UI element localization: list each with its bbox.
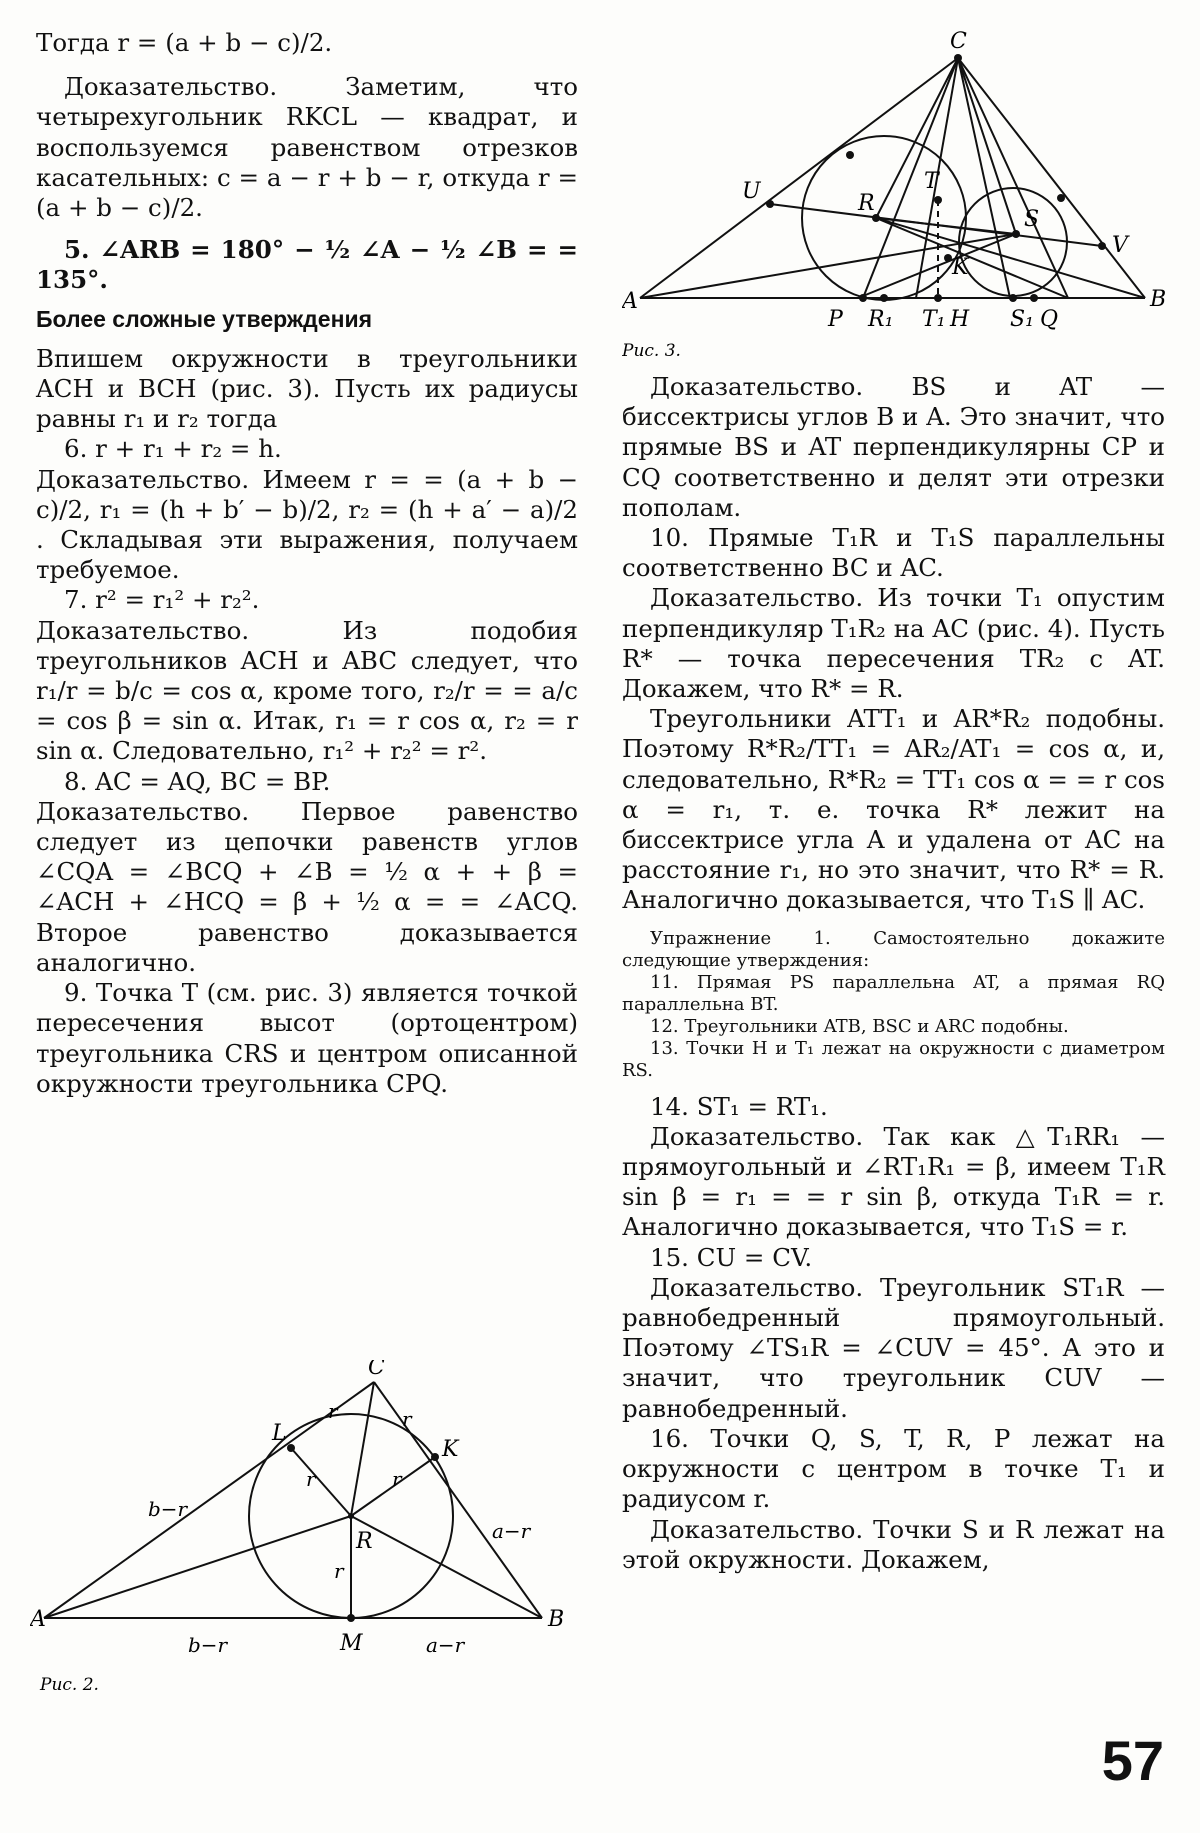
paragraph: Тогда r = (a + b − c)/2.	[36, 28, 333, 57]
fig2-label-r-rl: r	[306, 1467, 316, 1491]
fig2-label-b-minus-r-side: b−r	[148, 1497, 188, 1521]
page-number: 57	[1101, 1729, 1164, 1792]
fig2-label-r-rk: r	[392, 1467, 402, 1491]
paragraph: Доказательство. Имеем r = = (a + b − c)/2, r₁ = (h + b′ − b)/2, r₂ = (h + a′ − a)/2 . Складывая эти выражения, получаем требуемое.	[36, 464, 578, 585]
fig3-label-r: R	[858, 191, 875, 216]
paragraph: Доказательство. BS и AT — биссектрисы углов B и A. Это значит, что прямые BS и AT перпендикулярны CP и CQ соответственно и делят эти отрезки пополам.	[622, 372, 1165, 522]
paragraph: Доказательство. Заметим, что четырехугольник RKCL — квадрат, и воспользуемся равенством отрезков касательных: c = a − r + b − r, откуда r = (a + b − c)/2.	[36, 72, 578, 223]
statement-10: 10. Прямые T₁R и T₁S параллельны соответственно BC и AC.	[622, 523, 1165, 583]
fig2-label-m: M	[340, 1631, 363, 1656]
fig2-label-k: K	[442, 1437, 459, 1462]
statement-14: 14. ST₁ = RT₁.	[650, 1091, 828, 1121]
paragraph: Впишем окружности в треугольники ACH и BCH (рис. 3). Пусть их радиусы равны r₁ и r₂ тогда	[36, 343, 578, 434]
exercise-intro: Упражнение 1. Самостоятельно докажите следующие утверждения:	[622, 927, 1165, 971]
figure-2-drawing	[30, 1360, 590, 1700]
statement-16: 16. Точки Q, S, T, R, P лежат на окружности с центром в точке T₁ и радиусом r.	[622, 1423, 1165, 1514]
figure-3-caption: Рис. 3.	[622, 341, 681, 360]
fig3-label-s: S	[1024, 207, 1040, 232]
figure-3	[622, 20, 1182, 360]
fig3-label-t: T	[924, 169, 939, 194]
fig2-label-r: R	[356, 1529, 373, 1554]
fig2-label-b-minus-r-base: b−r	[188, 1633, 228, 1657]
statement-8: 8. AC = AQ, BC = BP.	[64, 766, 331, 796]
exercise-12: 12. Треугольники ATB, BSC и ARC подобны.	[650, 1015, 1069, 1037]
paragraph: Доказательство. Из точки T₁ опустим перпендикуляр T₁R₂ на AC (рис. 4). Пусть R* — точка пересечения TR₂ с AT. Докажем, что R* = R.	[622, 583, 1165, 704]
figure-2	[30, 1360, 590, 1700]
statement-6: 6. r + r₁ + r₂ = h.	[64, 434, 282, 464]
fig3-label-k: K	[952, 255, 969, 280]
fig3-label-b: B	[1150, 287, 1167, 312]
fig2-label-b: B	[548, 1607, 565, 1632]
fig2-label-r-lc: r	[328, 1399, 338, 1423]
fig3-label-u: U	[742, 179, 761, 204]
fig2-label-a: A	[30, 1607, 46, 1632]
paragraph: Доказательство. Так как △T₁RR₁ — прямоугольный и ∠RT₁R₁ = β, имеем T₁R sin β = r₁ = = r sin β, откуда T₁R = r. Аналогично доказывается, что T₁S = r.	[622, 1121, 1165, 1242]
figure-2-caption: Рис. 2.	[40, 1675, 99, 1695]
statement-5: 5. ∠ARB = 180° − ½ ∠A − ½ ∠B = = 135°.	[36, 235, 578, 295]
exercise-1	[622, 928, 1165, 1082]
fig3-label-t1: T₁	[922, 307, 946, 332]
left-column	[36, 28, 578, 1099]
fig2-label-r-ck: r	[402, 1407, 412, 1431]
paragraph: Доказательство. Треугольник ST₁R — равнобедренный прямоугольный. Поэтому ∠TS₁R = ∠CUV = 45°. А это и значит, что треугольник CUV — равнобедренный.	[622, 1272, 1165, 1423]
fig3-label-v: V	[1112, 233, 1128, 258]
fig3-label-h: H	[950, 307, 970, 332]
fig3-label-s1: S₁	[1010, 307, 1034, 332]
paragraph: Доказательство. Точки S и R лежат на этой окружности. Докажем,	[622, 1514, 1165, 1574]
paragraph: Доказательство. Из подобия треугольников ACH и ABC следует, что r₁/r = b/c = cos α, кроме того, r₂/r = = a/c = cos β = sin α. Итак, r₁ = r cos α, r₂ = r sin α. Следовательно, r₁² + r₂² = r².	[36, 615, 578, 766]
fig2-label-a-minus-r-base: a−r	[426, 1633, 465, 1657]
statement-7: 7. r² = r₁² + r₂².	[64, 585, 260, 615]
fig2-label-a-minus-r-side: a−r	[492, 1519, 531, 1543]
statement-9: 9. Точка T (см. рис. 3) является точкой пересечения высот (ортоцентром) треугольника CRS и центром описанной окружности треугольника CPQ.	[36, 978, 578, 1098]
fig2-label-c: C	[368, 1360, 385, 1380]
fig3-label-c: C	[950, 29, 967, 54]
exercise-11: 11. Прямая PS параллельна AT, а прямая RQ параллельна BT.	[622, 971, 1165, 1015]
fig2-label-l: L	[272, 1421, 287, 1446]
fig2-label-r-rm: r	[334, 1559, 344, 1583]
paragraph: Треугольники ATT₁ и AR*R₂ подобны. Поэтому R*R₂/TT₁ = AR₂/AT₁ = cos α, и, следовательно, R*R₂ = TT₁ cos α = = r cos α = r₁, т. е. точка R* лежит на биссектрисе угла A и удалена от AC на расстояние r₁, но это значит, что R* = R. Аналогично доказывается, что T₁S ∥ AC.	[622, 704, 1165, 915]
fig3-label-p: P	[828, 307, 843, 332]
fig3-label-q: Q	[1040, 307, 1059, 332]
paragraph: Доказательство. Первое равенство следует из цепочки равенств углов ∠CQA = ∠BCQ + ∠B = ½ α + + β = ∠ACH + ∠HCQ = β + ½ α = = ∠ACQ. Второе равенство доказывается аналогично.	[36, 796, 578, 977]
statement-15: 15. CU = CV.	[650, 1242, 813, 1272]
figure-3-drawing	[622, 20, 1182, 360]
section-heading: Более сложные утверждения	[36, 305, 373, 332]
right-column	[622, 372, 1165, 1575]
fig3-label-r1: R₁	[868, 307, 894, 332]
exercise-13: 13. Точки H и T₁ лежат на окружности с диаметром RS.	[622, 1037, 1165, 1081]
fig3-label-a: A	[622, 289, 638, 314]
